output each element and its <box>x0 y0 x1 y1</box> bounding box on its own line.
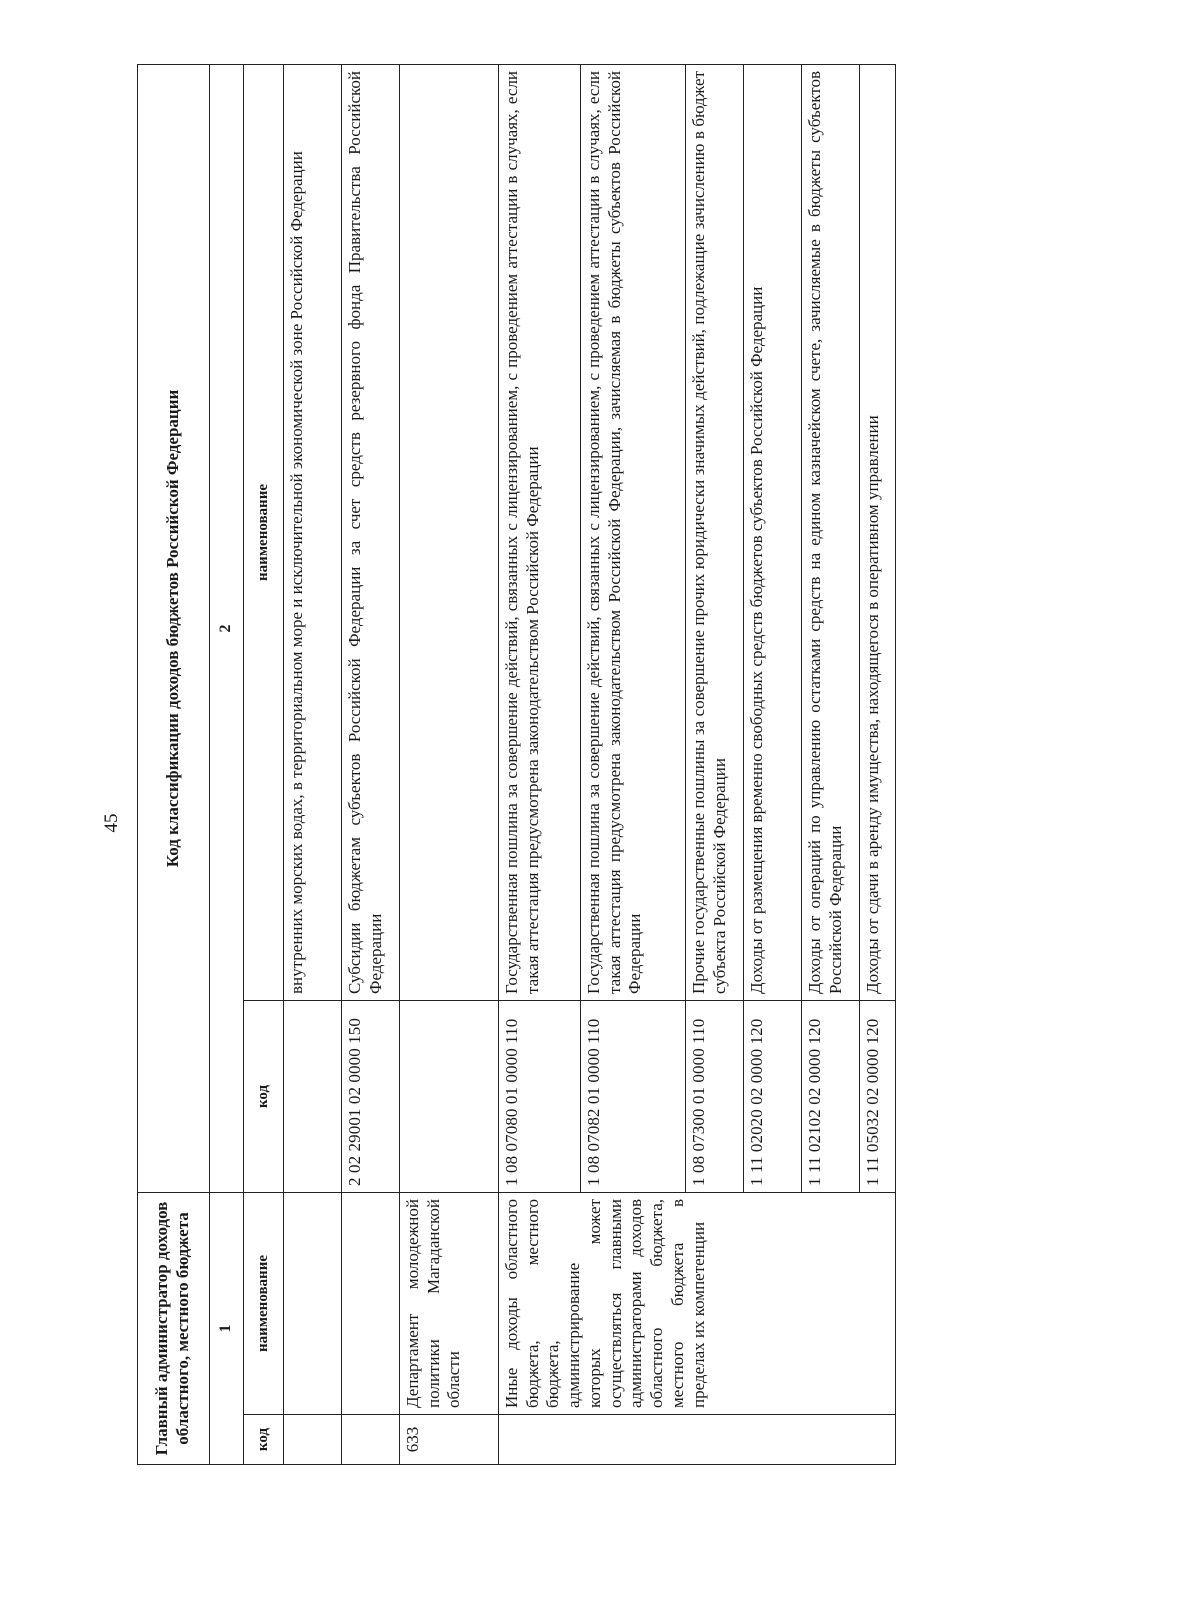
kbk-code-header: код <box>244 1000 284 1192</box>
kbk-name-cell: внутренних морских водах, в территориальном море и исключительной экономической зоне Российской Федерации <box>284 64 342 1000</box>
kbk-code-cell: 1 11 05032 02 0000 120 <box>860 1000 896 1192</box>
kbk-name-cell: Государственная пошлина за совершение действий, связанных с лицензированием, с проведением аттестации в случаях, если такая аттестация предусмотрена законодательством Российской Федерации, зачисляемая в бюджеты субъектов Российской Федерации <box>581 64 686 1000</box>
kbk-name-cell: Государственная пошлина за совершение действий, связанных с лицензированием, с проведением аттестации в случаях, если такая аттестация предусмотрена законодательством Российской Федерации <box>499 64 581 1000</box>
admin-code-cell <box>342 1415 400 1465</box>
table-row <box>284 64 342 1464</box>
admin-name-cell <box>342 1192 400 1414</box>
kbk-name-cell: Прочие государственные пошлины за совершение прочих юридически значимых действий, подлежащие зачислению в бюджет субъекта Российской Федерации <box>686 64 744 1000</box>
kbk-code-cell: 1 11 02020 02 0000 120 <box>744 1000 802 1192</box>
admin-name-cell: Департамент молодежной политики Магаданской области <box>400 1192 499 1414</box>
table-row <box>400 64 499 1464</box>
group-admin-code-cell <box>499 1415 896 1465</box>
revenue-classification-table <box>137 64 896 1465</box>
kbk-code-cell <box>284 1000 342 1192</box>
admin-name-header: наименование <box>244 1192 284 1414</box>
kbk-code-cell: 1 08 07300 01 0000 110 <box>686 1000 744 1192</box>
rotated-table-container <box>137 65 1037 1465</box>
kbk-code-cell <box>400 1000 499 1192</box>
kbk-code-cell: 1 11 02102 02 0000 120 <box>802 1000 860 1192</box>
kbk-header: Код классификации доходов бюджетов Российской Федерации <box>138 64 210 1192</box>
column-number-1: 1 <box>210 1192 244 1464</box>
admin-header: Главный администратор доходов областного, местного бюджета <box>138 1192 210 1464</box>
table-row <box>499 64 581 1464</box>
admin-code-cell <box>284 1415 342 1465</box>
page-number: 45 <box>101 813 122 833</box>
kbk-code-cell: 1 08 07080 01 0000 110 <box>499 1000 581 1192</box>
kbk-code-cell: 1 08 07082 01 0000 110 <box>581 1000 686 1192</box>
kbk-name-cell: Доходы от сдачи в аренду имущества, находящегося в оперативном управлении <box>860 64 896 1000</box>
admin-code-cell: 633 <box>400 1415 499 1465</box>
kbk-name-cell: Доходы от размещения временно свободных средств бюджетов субъектов Российской Федерации <box>744 64 802 1000</box>
kbk-name-cell <box>400 64 499 1000</box>
kbk-name-cell: Субсидии бюджетам субъектов Российской Федерации за счет средств резервного фонда Правительства Российской Федерации <box>342 64 400 1000</box>
table-row <box>342 64 400 1464</box>
admin-name-cell <box>284 1192 342 1414</box>
kbk-name-cell: Доходы от операций по управлению остатками средств на едином казначейском счете, зачисляемые в бюджеты субъектов Российской Федерации <box>802 64 860 1000</box>
kbk-name-header: наименование <box>244 64 284 1000</box>
kbk-code-cell: 2 02 29001 02 0000 150 <box>342 1000 400 1192</box>
column-number-2: 2 <box>210 64 244 1192</box>
admin-code-header: код <box>244 1415 284 1465</box>
group-admin-name-cell: Иные доходы областного бюджета, местного бюджета, администрирование которых может осуществляться главными администраторами доходов областного бюджета, местного бюджета в пределах их компетенции <box>499 1192 896 1414</box>
